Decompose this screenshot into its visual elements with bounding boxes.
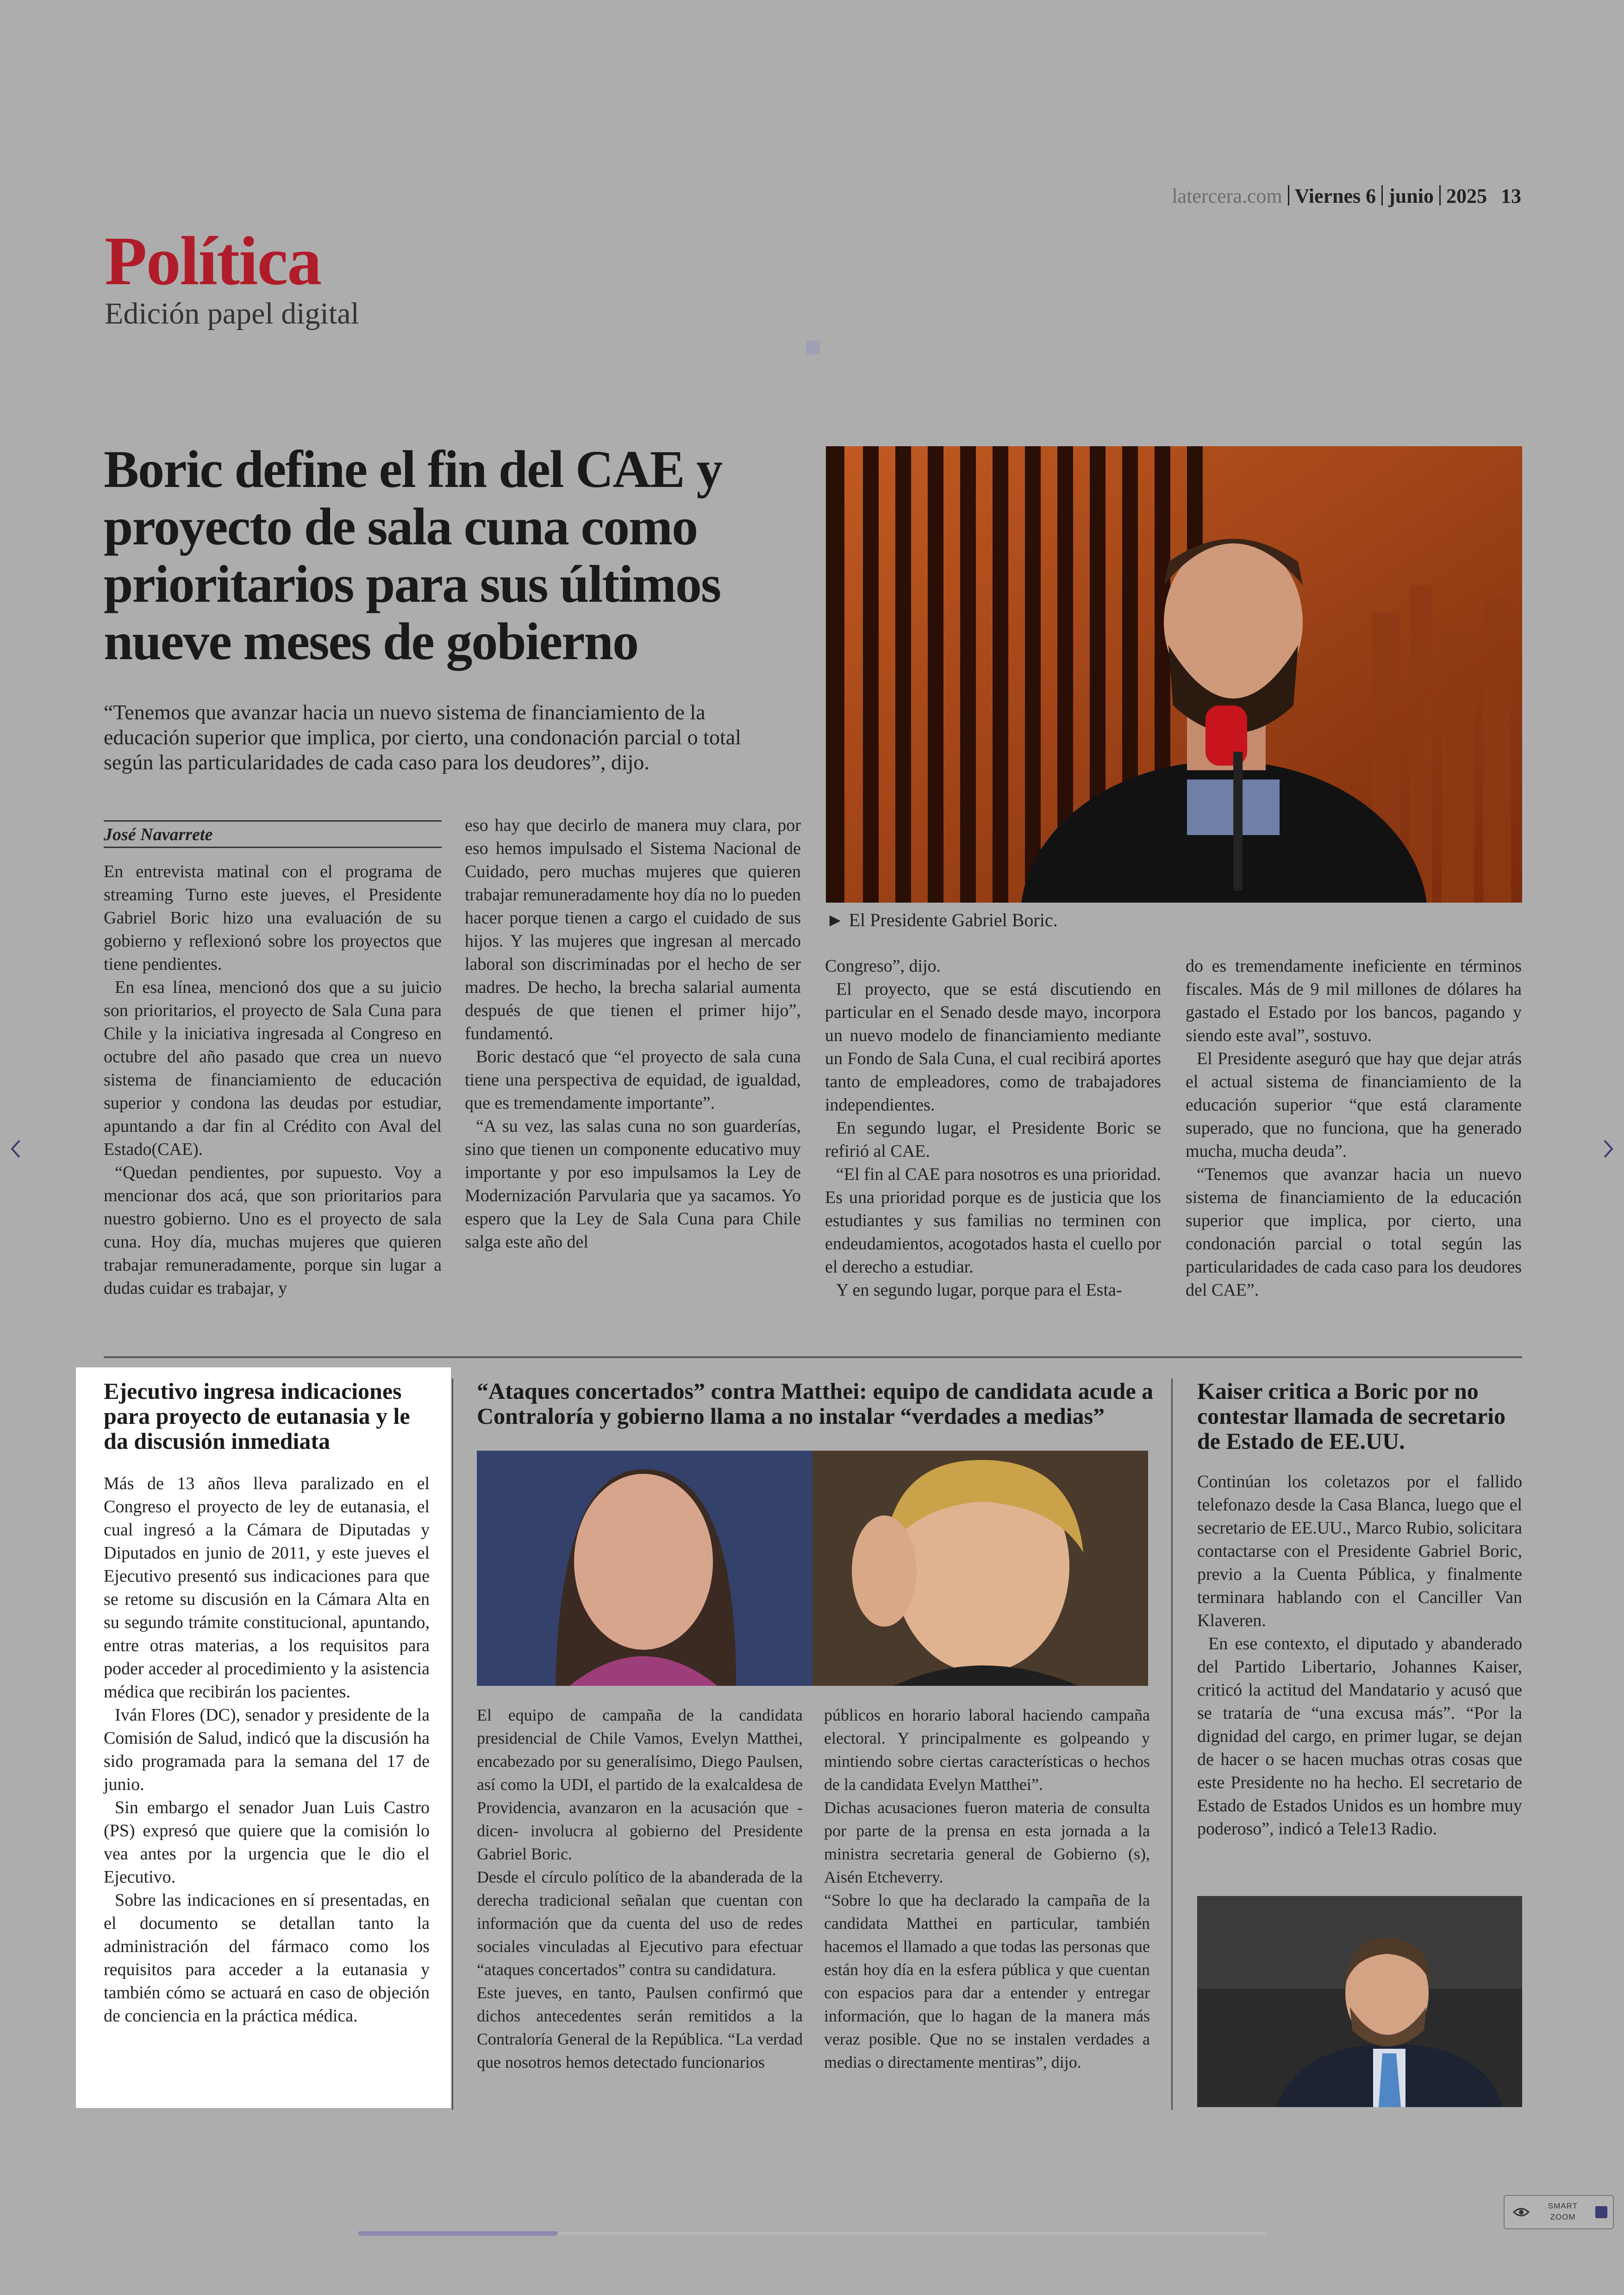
section-title: Política — [105, 223, 321, 299]
matthei-body-col2 — [824, 1703, 1150, 2074]
site-name: latercera.com — [1172, 185, 1282, 207]
article-paragraph: Más de 13 años lleva paralizado en el Congreso el proyecto de ley de eutanasia, el cual ingresó a la Cámara de Diputadas y Diputados en junio de 2011, y este jueves el Ejecutivo presentó sus indicaciones para que se retome su discusión en la Cámara Alta en su segundo trámite constitucional, apuntando, entre otras materias, a los requisitos para poder acceder al procedimiento y la asistencia médica que recibirán los pacientes. — [104, 1474, 430, 1702]
matthei-headline: “Ataques concertados” contra Matthei: equipo de candidata acude a Contraloría y gobierno llama a no instalar “verdades a medias” — [477, 1378, 1154, 1429]
article-paragraph: El equipo de campaña de la candidata presidencial de Chile Vamos, Evelyn Matthei, encabezado por su generalísimo, Diego Paulsen, así como la UDI, el partido de la exalcaldesa de Providencia, avanzaron en la acusación que -dicen- involucra al gobierno del Presidente Gabriel Boric. — [477, 1706, 803, 1863]
photo-president-boric — [826, 446, 1522, 903]
article-paragraph: “Tenemos que avanzar hacia un nuevo sistema de financiamiento de la educación superior que implica, por cierto, una condonación parcial o total según las particularidades de cada caso para los deudores del CAE”. — [1186, 1165, 1522, 1300]
main-headline: Boric define el fin del CAE y proyecto de sala cuna como prioritarios para sus últimos nueve meses de gobierno — [104, 440, 722, 671]
eutanasia-body — [104, 1472, 430, 2027]
separator — [1439, 185, 1441, 206]
article-paragraph: “Sobre lo que ha declarado la campaña de la candidata Matthei en particular, también hacemos el llamado a que todas las personas que están hoy día en la esfera pública y que cuentan con espacios para dar a entender y entregar información, que lo hagan de la manera más veraz posible. Que no se instalen verdades a medias o directamente mentiras”, dijo. — [824, 1891, 1150, 2071]
smart-zoom-toggle[interactable] — [1595, 2206, 1607, 2218]
smart-zoom-label — [1542, 2201, 1584, 2223]
matthei-photo — [477, 1451, 1148, 1686]
eutanasia-headline: Ejecutivo ingresa indicaciones para proyecto de eutanasia y le da discusión inmediata — [104, 1378, 410, 1454]
separator — [1381, 185, 1383, 206]
article-paragraph: En esa línea, mencionó dos que a su juicio son prioritarios, el proyecto de Sala Cuna para Chile y la iniciativa ingresada al Congreso en octubre del año pasado que crea un nuevo sistema de financiamiento de educación superior y condona las deudas por estudiar, apuntando a dar fin al Crédito con Aval del Estado(CAE). — [104, 978, 442, 1159]
byline: José Navarrete — [104, 820, 442, 848]
separator — [1288, 185, 1289, 206]
article-paragraph: Iván Flores (DC), senador y presidente de la Comisión de Salud, indicó que la discusión ha sido programada para la semana del 17 de junio. — [104, 1705, 430, 1794]
page-marker — [806, 341, 820, 355]
article-column-3 — [825, 954, 1161, 1302]
article-column-2 — [465, 814, 801, 1254]
page-number: 13 — [1501, 185, 1521, 207]
article-paragraph: El Presidente aseguró que hay que dejar atrás el actual sistema de financiamiento de la educación superior “que está claramente superado, que no funciona, que ha generado mucha, mucha deuda”. — [1186, 1049, 1522, 1161]
kaiser-headline: Kaiser critica a Boric por no contestar llamada de secretario de Estado de EE.UU. — [1197, 1378, 1506, 1454]
next-page-button[interactable] — [1599, 1135, 1618, 1163]
smart-zoom-line: SMART — [1548, 2201, 1578, 2210]
article-paragraph: Este jueves, en tanto, Paulsen confirmó que dichos antecedentes serán remitidos a la Contraloría General de la República. “La verdad que nosotros hemos detectado funcionarios — [477, 1983, 803, 2071]
previous-page-button[interactable] — [6, 1135, 25, 1163]
article-paragraph: eso hay que decirlo de manera muy clara, por eso hemos impulsado el Sistema Nacional de Cuidado, pero muchas mujeres que quieren trabajar remuneradamente hoy día no lo pueden hacer porque tienen a cargo el cuidado de sus hijos. Y las mujeres que ingresan al mercado laboral son discriminadas por el hecho de ser madres. De hecho, la brecha salarial aumenta después de que tienen el primer hijo”, fundamentó. — [465, 816, 801, 1043]
article-paragraph: “El fin al CAE para nosotros es una prioridad. Es una prioridad porque es de justicia que los estudiantes y sus familias no terminen con endeudamientos, acogotados hasta el cuello por el derecho a estudiar. — [825, 1165, 1161, 1277]
page-header-info — [1172, 184, 1521, 208]
article-paragraph: En ese contexto, el diputado y abanderado del Partido Libertario, Johannes Kaiser, criticó la actitud del Mandatario y acusó que se trataría de “una excusa más”. “Por la dignidad del cargo, en primer lugar, se dejan de hacer o se hacen muchas otras cosas que este Presidente no ha hecho. El secretario de Estado de Estados Unidos es un hombre muy poderoso”, indicó a Tele13 Radio. — [1197, 1634, 1522, 1839]
main-lead: “Tenemos que avanzar hacia un nuevo sistema de financiamiento de la educación superior que implica, por cierto, una condonación parcial o total según las particularidades de cada caso para los deudores”, dijo. — [104, 700, 741, 774]
article-column-1 — [104, 860, 442, 1300]
article-paragraph: Congreso”, dijo. — [825, 956, 941, 976]
header-year: 2025 — [1446, 185, 1487, 207]
article-paragraph: públicos en horario laboral haciendo campaña electoral. Y principalmente es golpeando y mintiendo sobre ciertas características o hechos de la candidata Evelyn Matthei”. — [824, 1706, 1150, 1794]
page-scroll-thumb[interactable] — [358, 2231, 558, 2236]
header-weekday: Viernes 6 — [1294, 185, 1376, 207]
chevron-left-icon — [6, 1135, 25, 1163]
header-month: junio — [1388, 185, 1434, 207]
article-paragraph: Dichas acusaciones fueron materia de consulta por parte de la prensa en esta jornada a la ministra secretaria general de Gobierno (s), Aisén Etcheverry. — [824, 1798, 1150, 1886]
kaiser-photo — [1197, 1896, 1522, 2107]
column-divider — [452, 1378, 453, 2110]
article-paragraph: “Quedan pendientes, por supuesto. Voy a mencionar dos acá, que son prioritarios para nuestro gobierno. Uno es el proyecto de sala cuna. Hoy día, muchas mujeres que quieren trabajar remuneradamente, porque sin lugar a dudas cuidar es trabajar, y — [104, 1163, 442, 1298]
article-paragraph: Sobre las indicaciones en sí presentadas, en el documento se detallan tanto la administración del fármaco como los requisitos para acceder a la eutanasia y también cómo se actuará en caso de objeción de conciencia en la práctica médica. — [104, 1890, 430, 2026]
article-paragraph: Y en segundo lugar, porque para el Esta- — [836, 1280, 1122, 1300]
main-photo — [826, 446, 1522, 903]
section-divider — [104, 1356, 1522, 1358]
photo-man-suit — [1197, 1896, 1522, 2107]
eye-icon — [1513, 2206, 1530, 2218]
smart-zoom-line: ZOOM — [1550, 2213, 1576, 2221]
article-paragraph: Continúan los coletazos por el fallido telefonazo desde la Casa Blanca, luego que el secretario de EE.UU., Marco Rubio, solicitara contactarse con el Presidente Gabriel Boric, previo a la Cuenta Pública, y finalmente terminara hablando con el Canciller Van Klaveren. — [1197, 1472, 1522, 1630]
photo-two-women — [477, 1451, 1148, 1686]
kaiser-body — [1197, 1470, 1522, 1840]
article-paragraph: Sin embargo el senador Juan Luis Castro (PS) expresó que quiere que la comisión lo vea antes por la urgencia que le dio el Ejecutivo. — [104, 1798, 430, 1887]
matthei-body-col1 — [477, 1703, 803, 2074]
article-paragraph: Desde el círculo político de la abanderada de la derecha tradicional señalan que cuentan con información que da cuenta del uso de redes sociales vinculadas al Ejecutivo para efectuar “ataques concertados” contra su candidatura. — [477, 1868, 803, 1979]
article-paragraph: “A su vez, las salas cuna no son guarderías, sino que tienen un componente educativo muy importante y por eso impulsamos la Ley de Modernización Parvularia que ya sacamos. Yo espero que la Ley de Sala Cuna para Chile salga este año del — [465, 1116, 801, 1252]
article-paragraph: do es tremendamente ineficiente en términos fiscales. Más de 9 mil millones de dólares ha gastado el Estado por los bancos, pagando y siendo este aval”, sostuvo. — [1186, 956, 1522, 1045]
smart-zoom-button[interactable] — [1504, 2195, 1614, 2229]
article-paragraph: El proyecto, que se está discutiendo en particular en el Senado desde mayo, incorpora un nuevo modelo de financiamiento mediante un Fondo de Sala Cuna, el cual recibirá aportes tanto de empleadores, como de trabajadores independientes. — [825, 979, 1161, 1115]
article-paragraph: En segundo lugar, el Presidente Boric se refirió al CAE. — [825, 1118, 1161, 1161]
section-subtitle: Edición papel digital — [105, 297, 359, 331]
chevron-right-icon — [1599, 1135, 1618, 1163]
column-divider — [1171, 1378, 1173, 2110]
photo-caption: ► El Presidente Gabriel Boric. — [826, 910, 1058, 930]
article-paragraph: Boric destacó que “el proyecto de sala cuna tiene una perspectiva de equidad, de igualdad, que es tremendamente importante”. — [465, 1047, 801, 1113]
article-column-4 — [1186, 954, 1522, 1302]
article-paragraph: En entrevista matinal con el programa de streaming Turno este jueves, el Presidente Gabriel Boric hizo una evaluación de su gobierno y reflexionó sobre los proyectos que tiene pendientes. — [104, 862, 442, 974]
